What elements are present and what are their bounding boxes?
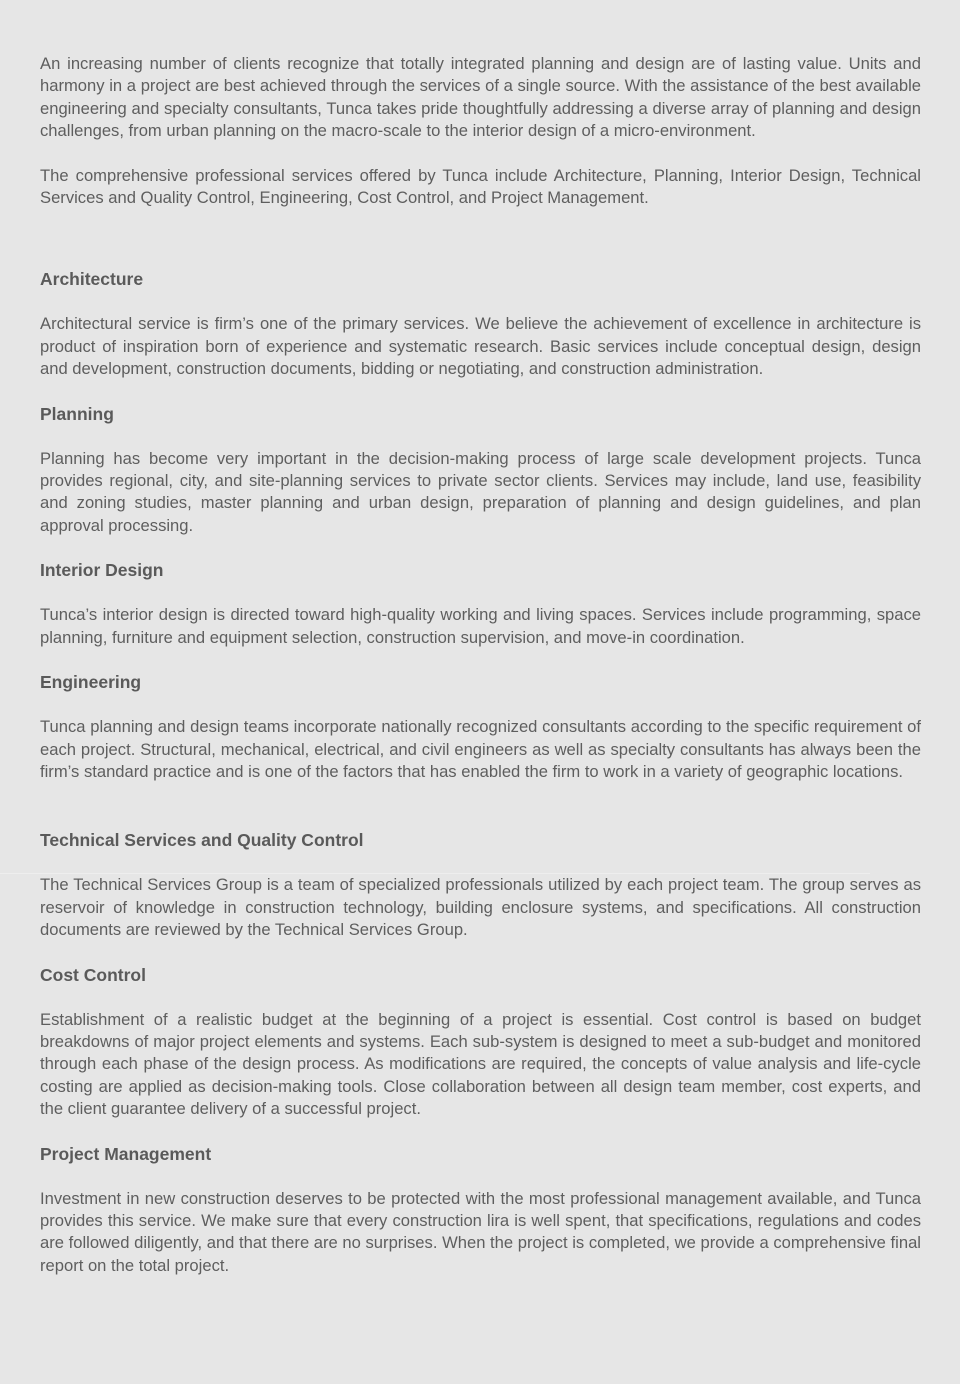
section-title: Cost Control bbox=[40, 964, 146, 985]
section-engineering bbox=[40, 671, 921, 783]
section-paragraph: Establishment of a realistic budget at the beginning of a project is essential. Cost control is based on budget breakdowns of major project elements and systems. Each sub-system is designed to meet a sub-budget and monitored through each phase of the design process. As modifications are required, the concepts of value analysis and life-cycle costing are applied as decision-making tools. Close collaboration between all design team member, cost experts, and the client guarantee delivery of a successful project. bbox=[40, 1009, 921, 1119]
intro-paragraph: An increasing number of clients recognize that totally integrated planning and design are of lasting value. Units and harmony in a project are best achieved through the services of a single source. With the assistance of the best available engineering and specialty consultants, Tunca takes pride thoughtfully addressing a diverse array of planning and design challenges, from urban planning on the macro-scale to the interior design of a micro-environment. bbox=[40, 54, 921, 141]
section-paragraph: Architectural service is firm’s one of the primary services. We believe the achievement of excellence in architecture is product of inspiration born of experience and systematic research. Basic services include conceptual design, design and development, construction documents, bidding or negotiating, and construction administration. bbox=[40, 314, 921, 379]
section-title: Project Management bbox=[40, 1143, 212, 1164]
section-paragraph: Tunca planning and design teams incorporate nationally recognized consultants according to the specific requirement of each project. Structural, mechanical, electrical, and civil engineers as well as specialty consultants has always been the firm’s standard practice and is one of the factors that has enabled the firm to work in a variety of geographic locations. bbox=[40, 717, 921, 781]
section-title: Interior Design bbox=[40, 560, 164, 581]
section-paragraph: Investment in new construction deserves to be protected with the most professional management available, and Tunca provides this service. We make sure that every construction lira is well spent, that specifications, regulations and codes are followed diligently, and that there are no surprises. When the project is completed, we provide a comprehensive final report on the total project. bbox=[40, 1188, 921, 1275]
section-project-management bbox=[40, 1143, 921, 1278]
services-summary-paragraph: The comprehensive professional services offered by Tunca include Architecture, Planning, Interior Design, Technical Services and Quality Control, Engineering, Cost Control, and Project Management. bbox=[40, 165, 921, 208]
section-paragraph: The Technical Services Group is a team of specialized professionals utilized by each project team. The group serves as reservoir of knowledge in construction technology, building enclosure systems, and specifications. All construction documents are reviewed by the Technical Services Group. bbox=[40, 875, 921, 940]
section-architecture bbox=[40, 268, 921, 380]
section-technical-services bbox=[40, 829, 921, 941]
section-title: Engineering bbox=[40, 672, 142, 693]
services-document bbox=[40, 53, 921, 1277]
section-paragraph: Planning has become very important in the decision-making process of large scale development projects. Tunca provides regional, city, and site-planning services to private sector clients. Services may include, land use, feasibility and zoning studies, master planning and urban design, preparation of planning and design guidelines, and plan approval processing. bbox=[40, 448, 921, 535]
section-paragraph: Tunca’s interior design is directed toward high-quality working and living spaces. Services include programming, space planning, furniture and equipment selection, construction supervision, and move-in coordination. bbox=[40, 605, 921, 647]
section-planning bbox=[40, 403, 921, 538]
section-title: Planning bbox=[40, 403, 114, 424]
section-title: Technical Services and Quality Control bbox=[40, 830, 364, 851]
section-title: Architecture bbox=[40, 269, 144, 290]
section-cost-control bbox=[40, 964, 921, 1121]
section-interior-design bbox=[40, 559, 921, 649]
